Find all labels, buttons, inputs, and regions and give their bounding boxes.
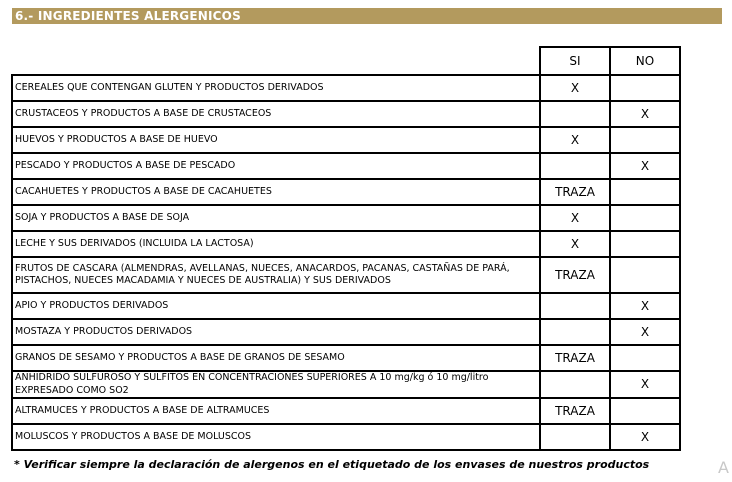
table-row — [12, 101, 680, 127]
allergen-si-cell: X — [540, 205, 610, 231]
allergen-si-cell — [540, 319, 610, 345]
allergen-no-cell — [610, 345, 680, 371]
allergens-table — [11, 46, 681, 451]
allergen-si-cell: TRAZA — [540, 345, 610, 371]
allergen-label: GRANOS DE SESAMO Y PRODUCTOS A BASE DE GRANOS DE SESAMO — [12, 345, 540, 371]
allergen-no-cell — [610, 257, 680, 293]
header-spacer — [12, 47, 540, 75]
column-header-si: SI — [540, 47, 610, 75]
allergen-si-cell — [540, 101, 610, 127]
allergen-no-cell: X — [610, 319, 680, 345]
allergen-label: LECHE Y SUS DERIVADOS (INCLUIDA LA LACTOSA) — [12, 231, 540, 257]
table-row — [12, 398, 680, 424]
allergen-label: MOLUSCOS Y PRODUCTOS A BASE DE MOLUSCOS — [12, 424, 540, 450]
allergen-label: HUEVOS Y PRODUCTOS A BASE DE HUEVO — [12, 127, 540, 153]
allergen-label: PESCADO Y PRODUCTOS A BASE DE PESCADO — [12, 153, 540, 179]
table-row — [12, 75, 680, 101]
allergen-no-cell — [610, 127, 680, 153]
allergen-no-cell: X — [610, 101, 680, 127]
table-row — [12, 371, 680, 398]
allergen-label: ALTRAMUCES Y PRODUCTOS A BASE DE ALTRAMUCES — [12, 398, 540, 424]
footnote: * Verificar siempre la declaración de alergenos en el etiquetado de los envases de nuestros productos — [14, 458, 650, 471]
allergen-label: CACAHUETES Y PRODUCTOS A BASE DE CACAHUETES — [12, 179, 540, 205]
table-row — [12, 345, 680, 371]
table-row — [12, 205, 680, 231]
allergen-no-cell — [610, 75, 680, 101]
allergen-label: FRUTOS DE CASCARA (ALMENDRAS, AVELLANAS, NUECES, ANACARDOS, PACANAS, CASTAÑAS DE PARÁ, PISTACHOS, NUECES MACADAMIA Y NUECES DE AUSTRALIA) Y SUS DERIVADOS — [12, 257, 540, 293]
table-row — [12, 293, 680, 319]
table-header-row — [12, 47, 680, 75]
table-row — [12, 179, 680, 205]
allergen-no-cell: X — [610, 153, 680, 179]
section-title: 6.- INGREDIENTES ALERGENICOS — [12, 8, 722, 24]
allergen-no-cell — [610, 179, 680, 205]
allergen-no-cell: X — [610, 293, 680, 319]
table-row — [12, 153, 680, 179]
allergen-si-cell — [540, 293, 610, 319]
allergen-si-cell: X — [540, 127, 610, 153]
table-row — [12, 127, 680, 153]
allergen-no-cell: X — [610, 371, 680, 398]
allergen-label: SOJA Y PRODUCTOS A BASE DE SOJA — [12, 205, 540, 231]
table-row — [12, 257, 680, 293]
allergen-si-cell — [540, 153, 610, 179]
allergen-si-cell: TRAZA — [540, 257, 610, 293]
allergen-label: ANHIDRIDO SULFUROSO Y SULFITOS EN CONCENTRACIONES SUPERIORES A 10 mg/kg ó 10 mg/litro EXPRESADO COMO SO2 — [12, 371, 540, 398]
corner-mark: A — [718, 458, 729, 477]
table-row — [12, 319, 680, 345]
allergen-si-cell: TRAZA — [540, 398, 610, 424]
column-header-no: NO — [610, 47, 680, 75]
allergen-si-cell: TRAZA — [540, 179, 610, 205]
allergen-no-cell: X — [610, 424, 680, 450]
allergen-no-cell — [610, 205, 680, 231]
table-row — [12, 231, 680, 257]
table-row — [12, 424, 680, 450]
allergen-label: CEREALES QUE CONTENGAN GLUTEN Y PRODUCTOS DERIVADOS — [12, 75, 540, 101]
allergen-si-cell — [540, 424, 610, 450]
allergen-no-cell — [610, 231, 680, 257]
allergen-si-cell: X — [540, 75, 610, 101]
allergen-label: CRUSTACEOS Y PRODUCTOS A BASE DE CRUSTACEOS — [12, 101, 540, 127]
allergen-no-cell — [610, 398, 680, 424]
allergen-si-cell — [540, 371, 610, 398]
allergen-label: APIO Y PRODUCTOS DERIVADOS — [12, 293, 540, 319]
allergen-label: MOSTAZA Y PRODUCTOS DERIVADOS — [12, 319, 540, 345]
allergen-si-cell: X — [540, 231, 610, 257]
